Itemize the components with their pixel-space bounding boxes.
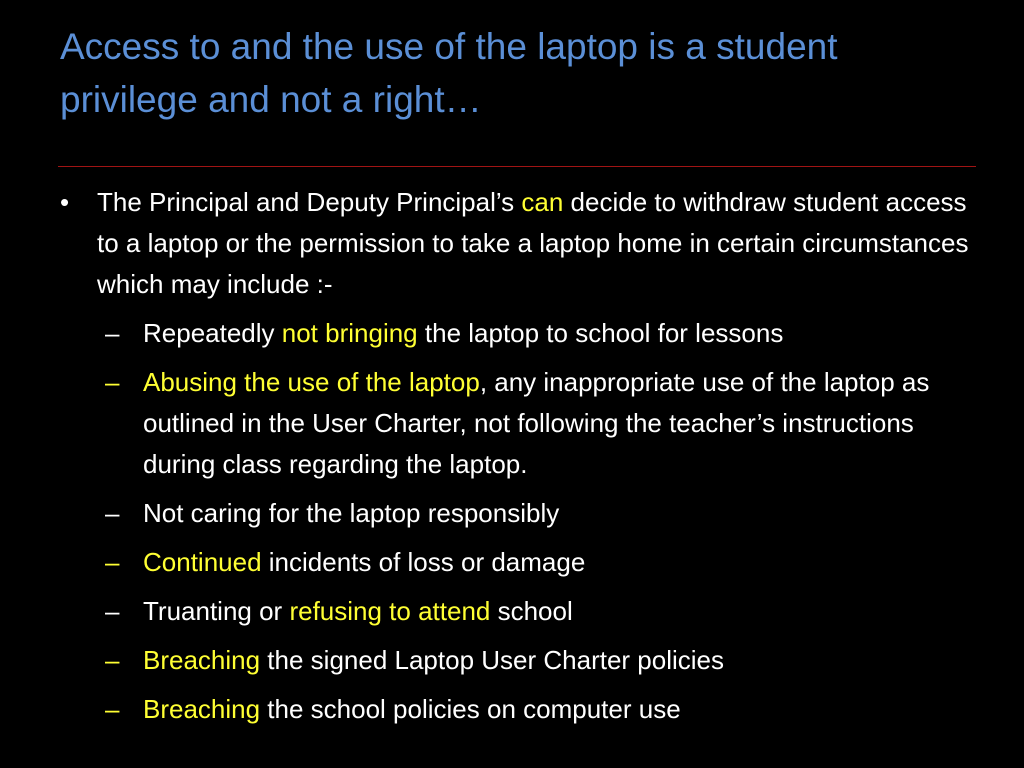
sub-item-not-caring: [60, 493, 970, 534]
sub-item-post: , any inappropriate use of the laptop as outlined in the User Charter, not following the teacher’s instructions during class regarding the laptop.: [143, 367, 930, 479]
sub-item-continued: [60, 542, 970, 583]
sub-item-pre: Truanting or: [143, 596, 290, 626]
sub-item-highlight: Breaching: [143, 694, 261, 724]
sub-item-breaching-charter: [60, 640, 970, 681]
sub-item-post: incidents of loss or damage: [261, 547, 586, 577]
sub-item-post: the laptop to school for lessons: [417, 318, 784, 348]
dash-marker: –: [105, 498, 120, 528]
sub-item-highlight: not bringing: [281, 318, 418, 348]
sub-item-abusing: [60, 362, 970, 485]
sub-item-not-bringing: [60, 313, 970, 354]
slide-title: Access to and the use of the laptop is a student privilege and not a right…: [60, 26, 838, 120]
main-bullet: [60, 182, 970, 305]
sub-item-pre: Repeatedly: [143, 318, 282, 348]
sub-item-post: school: [490, 596, 573, 626]
bullet-marker: •: [60, 187, 70, 217]
dash-marker: –: [105, 694, 120, 724]
title-divider: [58, 166, 976, 167]
sub-item-highlight: Continued: [143, 547, 262, 577]
dash-marker: –: [105, 645, 120, 675]
dash-marker: –: [105, 596, 120, 626]
dash-marker: –: [105, 547, 120, 577]
sub-item-truanting: [60, 591, 970, 632]
sub-item-highlight: refusing to attend: [289, 596, 491, 626]
sub-item-highlight: Breaching: [143, 645, 261, 675]
dash-marker: –: [105, 318, 120, 348]
sub-item-pre: Not caring for the laptop responsibly: [143, 498, 560, 528]
dash-marker: –: [105, 367, 120, 397]
slide-body: [60, 182, 970, 738]
main-bullet-highlight: can: [521, 187, 564, 217]
sub-item-highlight: Abusing the use of the laptop: [143, 367, 480, 397]
sub-item-breaching-policies: [60, 689, 970, 730]
sub-item-post: the signed Laptop User Charter policies: [260, 645, 725, 675]
main-bullet-text-2: decide to withdraw student access to a laptop or the permission to take a laptop home in certain circumstances which may include :-: [97, 187, 969, 299]
sub-item-post: the school policies on computer use: [260, 694, 681, 724]
main-bullet-text-1: The Principal and Deputy Principal’s: [97, 187, 522, 217]
